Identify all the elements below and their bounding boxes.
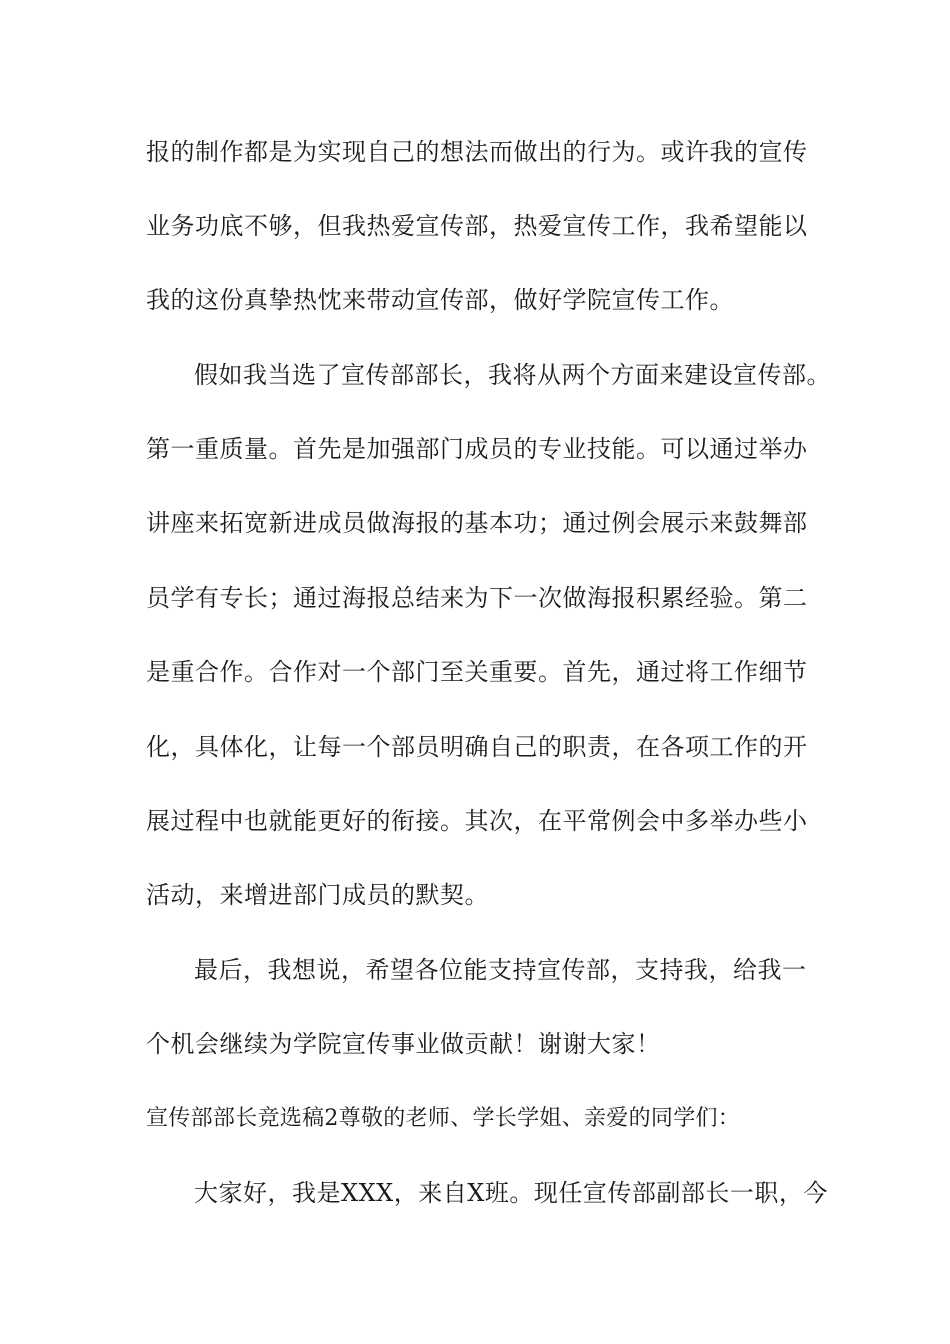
text-line: 是重合作。合作对一个部门至关重要。首先，通过将工作细节 [146, 658, 808, 686]
section-heading: 宣传部部长竞选稿2尊敬的老师、学长学姐、亲爱的同学们： [146, 1106, 741, 1131]
text-line: 报的制作都是为实现自己的想法而做出的行为。或许我的宣传 [146, 138, 808, 166]
paragraph-start-line: 最后，我想说，希望各位能支持宣传部，支持我，给我一 [194, 956, 807, 984]
text-line: 讲座来拓宽新进成员做海报的基本功；通过例会展示来鼓舞部 [146, 509, 808, 537]
text-line: 化，具体化，让每一个部员明确自己的职责，在各项工作的开 [146, 733, 808, 761]
text-line: 第一重质量。首先是加强部门成员的专业技能。可以通过举办 [146, 435, 808, 463]
text-line: 我的这份真挚热忱来带动宣传部，做好学院宣传工作。 [146, 286, 734, 314]
paragraph-start-line: 大家好，我是XXX，来自X班。现任宣传部副部长一职，今 [194, 1179, 828, 1207]
text-line: 个机会继续为学院宣传事业做贡献！谢谢大家！ [146, 1030, 661, 1058]
text-line: 展过程中也就能更好的衔接。其次，在平常例会中多举办些小 [146, 807, 808, 835]
paragraph-start-line: 假如我当选了宣传部部长，我将从两个方面来建设宣传部。 [194, 361, 831, 389]
text-line: 业务功底不够，但我热爱宣传部，热爱宣传工作，我希望能以 [146, 212, 808, 240]
text-line: 活动，来增进部门成员的默契。 [146, 881, 489, 909]
text-line: 员学有专长；通过海报总结来为下一次做海报积累经验。第二 [146, 584, 808, 612]
